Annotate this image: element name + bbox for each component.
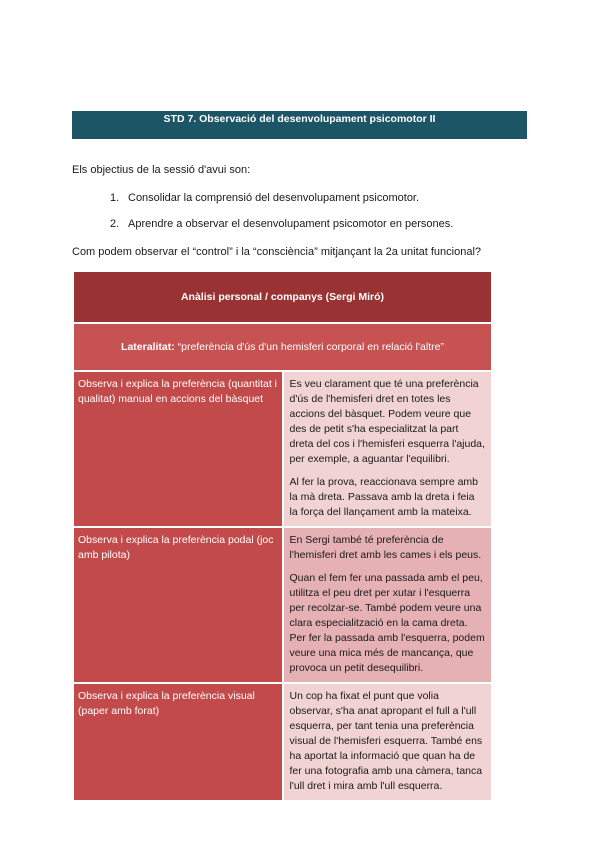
content-paragraph: Al fer la prova, reaccionava sempre amb la mà dreta. Passava amb la dreta i feia la força del llançament amb la mateixa. — [289, 476, 479, 518]
content-paragraph: Un cop ha fixat el punt que volia observar, s'ha anat apropant el full a l'ull esquerra, per tant tenia una preferència visual de l'hemisferi esquerra. També ens ha aportat la informació que quan ha de fer una fotografia amb una càmera, tanca l'ull dret i mira amb l'ull esquerra. — [289, 690, 483, 792]
subheader-definition: “preferència d'ús d'un hemisferi corporal en relació l'altre” — [174, 340, 444, 353]
content-paragraph: Es veu clarament que té una preferència d'ús de l'hemisferi dret en totes les accions del bàsquet. Podem veure que des de petit s'ha especialitzat la part dreta del cos i l'hemisferi esquerra l'ajuda, per exemple, a aguantar l'equilibri. — [289, 378, 485, 465]
analysis-table — [72, 270, 493, 802]
objective-item — [110, 192, 419, 204]
row-content — [283, 527, 493, 683]
objective-number: 1. — [110, 192, 120, 204]
objective-text: Consolidar la comprensió del desenvolupament psicomotor. — [128, 192, 420, 204]
content-paragraph: Quan el fem fer una passada amb el peu, utilitza el peu dret per xutar i l'esquerra per recolzar-se. També podem veure una clara especialització en la cama dreta. Per fer la passada amb l'esquerra, podem veure una mica més de mancança, que provoca un petit desequilibri. — [289, 572, 485, 674]
objective-item — [110, 218, 453, 230]
table-row — [73, 371, 492, 527]
table-header: Anàlisi personal / companys (Sergi Miró) — [73, 271, 492, 323]
objective-number: 2. — [110, 218, 120, 230]
table-row — [73, 683, 492, 801]
row-content — [283, 371, 493, 527]
row-label: Observa i explica la preferència (quantitat i qualitat) manual en accions del bàsquet — [73, 371, 283, 527]
intro-text: Els objectius de la sessió d'avui son: — [72, 164, 251, 176]
question-text: Com podem observar el “control” i la “consciència” mitjançant la 2a unitat funcional? — [72, 246, 482, 258]
objective-text: Aprendre a observar el desenvolupament psicomotor en persones. — [128, 218, 454, 230]
table-subheader — [73, 323, 492, 371]
document-title: STD 7. Observació del desenvolupament psicomotor II — [72, 111, 527, 139]
table-row — [73, 527, 492, 683]
row-content — [283, 683, 493, 801]
row-label: Observa i explica la preferència podal (joc amb pilota) — [73, 527, 283, 683]
subheader-label: Lateralitat: — [121, 340, 175, 353]
row-label: Observa i explica la preferència visual (paper amb forat) — [73, 683, 283, 801]
content-paragraph: En Sergi també té preferència de l'hemisferi dret amb les cames i els peus. — [289, 534, 482, 561]
